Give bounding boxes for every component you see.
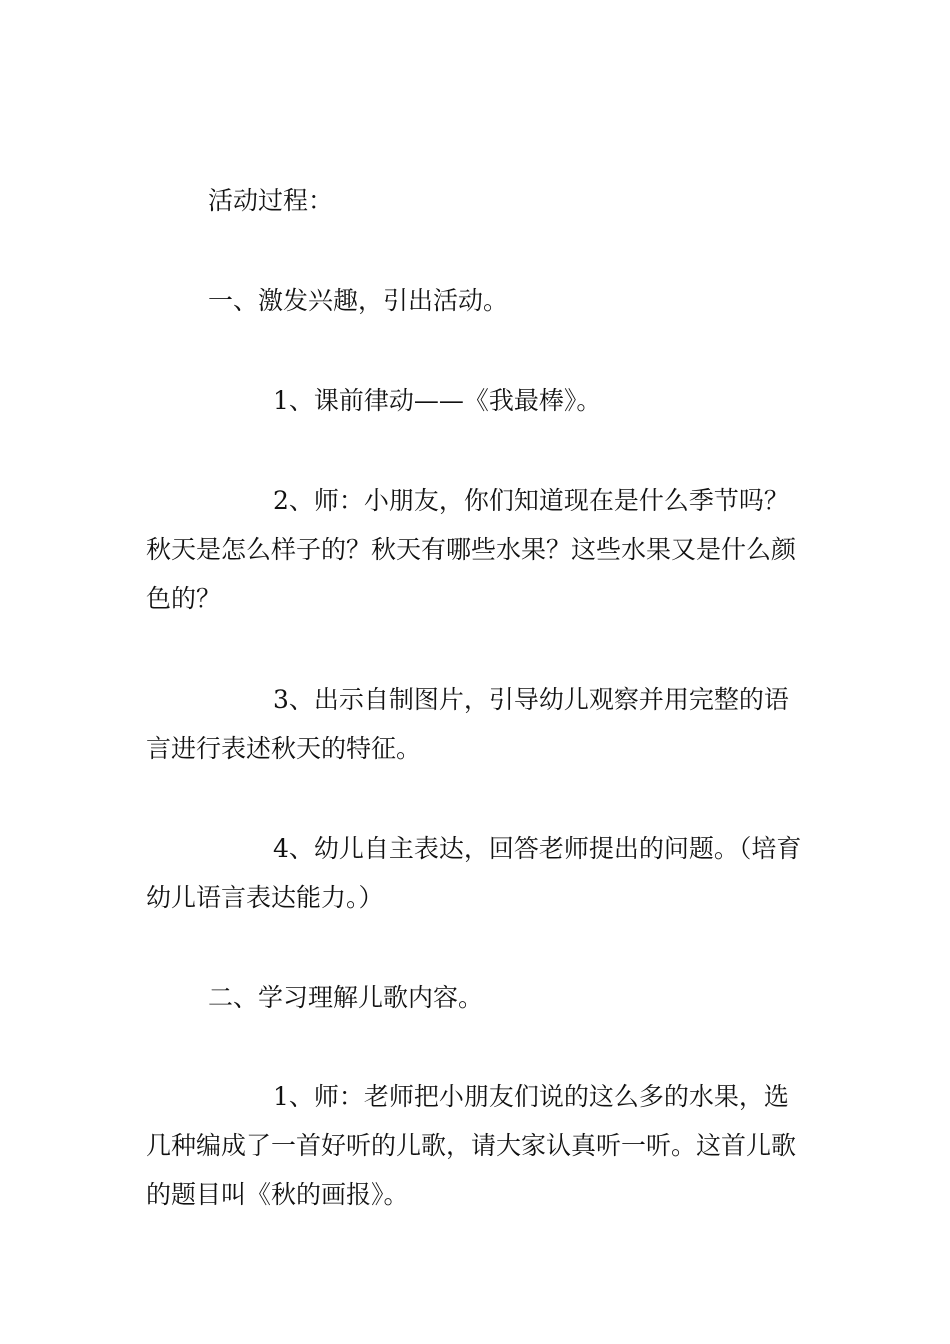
part2-item-1: 1、师：老师把小朋友们说的这么多的水果，选几种编成了一首好听的儿歌，请大家认真听一听。这首儿歌的题目叫《秋的画报》。 <box>146 1082 797 1209</box>
part1-heading: 一、激发兴趣，引出活动。 <box>208 286 509 315</box>
part1-item-3: 3、出示自制图片，引导幼儿观察并用完整的语言进行表述秋天的特征。 <box>146 685 789 763</box>
part1-item-4: 4、幼儿自主表达，回答老师提出的问题。（培育幼儿语言表达能力。） <box>146 834 802 912</box>
part1-item-2: 2、师：小朋友，你们知道现在是什么季节吗？秋天是怎么样子的？秋天有哪些水果？这些水果又是什么颜色的？ <box>146 486 797 613</box>
part1-item-1: 1、课前律动——《我最棒》。 <box>273 386 602 415</box>
section-label: 活动过程： <box>208 186 334 215</box>
part2-heading: 二、学习理解儿歌内容。 <box>208 983 484 1012</box>
